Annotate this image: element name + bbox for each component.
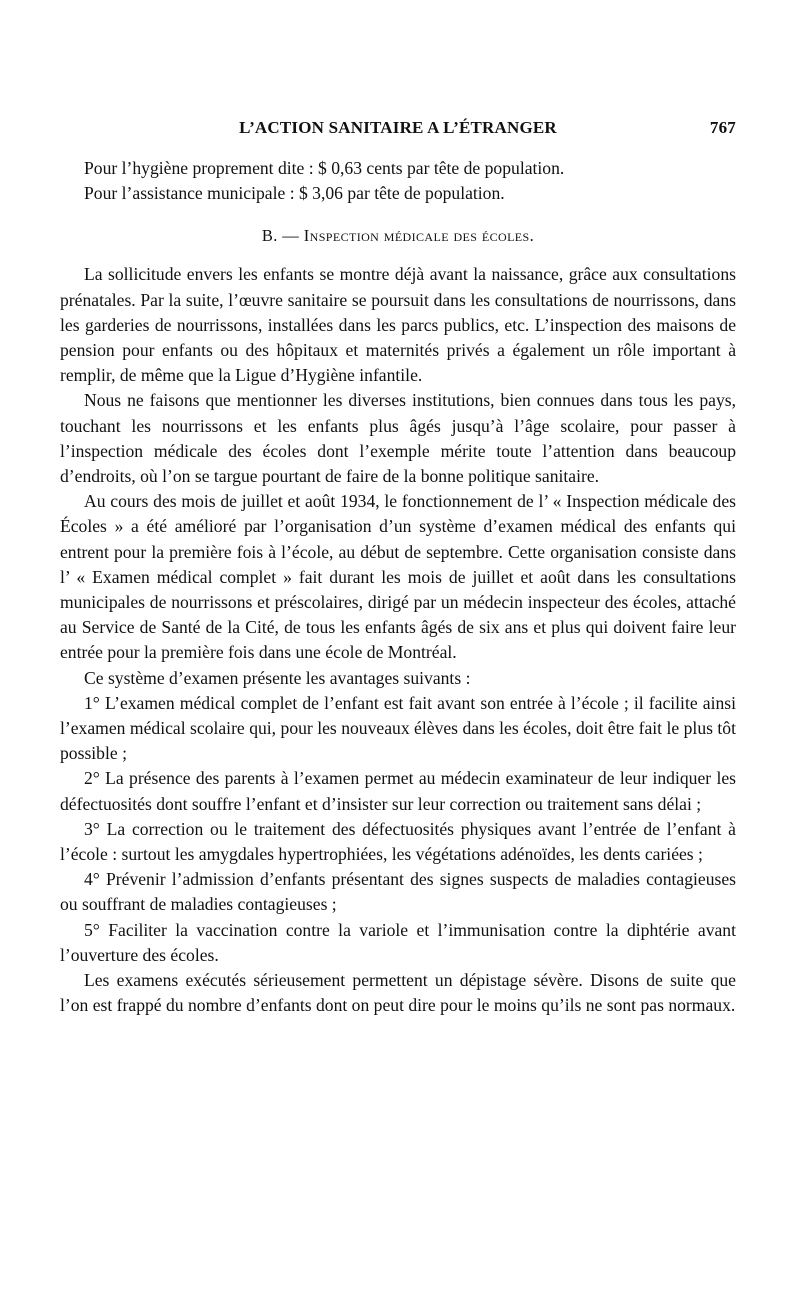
list-item-4: 4° Prévenir l’admission d’enfants présentant des signes suspects de maladies contagieuses ou souffrant de maladies contagieuses ; xyxy=(60,869,736,915)
list-item-2: 2° La présence des parents à l’examen permet au médecin examinateur de leur indiquer les défectuosités dont souffre l’enfant et d’insister sur leur correction ou traitement sans délai ; xyxy=(60,768,736,814)
list-item-5: 5° Faciliter la vaccination contre la variole et l’immunisation contre la diphtérie avant l’ouverture des écoles. xyxy=(60,919,736,965)
paragraph-institutions: Nous ne faisons que mentionner les diverses institutions, bien connues dans tous les pays, touchant les nourrissons et les enfants plus âgés jusqu’à l’âge scolaire, pour passer à l’inspection médicale des écoles dont l’exemple mérite toute l’attention dans beaucoup d’endroits, où l’on se targue pourtant de faire de la bonne politique sanitaire. xyxy=(60,390,736,487)
budget-line-assistance: Pour l’assistance municipale : $ 3,06 par tête de population. xyxy=(84,183,505,204)
section-title: Inspection médicale des écoles. xyxy=(303,226,535,246)
section-letter: B. — xyxy=(261,226,300,246)
budget-line-hygiene: Pour l’hygiène proprement dite : $ 0,63 cents par tête de population. xyxy=(84,158,565,178)
running-head-title: L’ACTION SANITAIRE A L’ÉTRANGER xyxy=(239,118,557,137)
running-head xyxy=(60,118,736,146)
document-page xyxy=(60,118,736,1019)
section-heading xyxy=(60,226,736,246)
paragraph-avantages-intro: Ce système d’examen présente les avantages suivants : xyxy=(84,667,471,688)
budget-lines xyxy=(60,156,736,206)
paragraph-sollicitude: La sollicitude envers les enfants se montre déjà avant la naissance, grâce aux consultations prénatales. Par la suite, l’œuvre sanitaire se poursuit dans les consultations de nourrissons, dans les garderies de nourrissons, installées dans les parcs publics, etc. L’inspection des maisons de pension pour enfants ou des hôpitaux et maternités privés a également un rôle important à remplir, de même que la Ligue d’Hygiène infantile. xyxy=(60,264,736,386)
paragraph-juillet-aout: Au cours des mois de juillet et août 1934, le fonctionnement de l’ « Inspection médicale des Écoles » a été amélioré par l’organisation d’un système d’examen médical des enfants qui entrent pour la première fois à l’école, au début de septembre. Cette organisation consiste dans l’ « Examen médical complet » fait durant les mois de juillet et août dans les consultations municipales de nourrissons et préscolaires, dirigé par un médecin inspecteur des écoles, attaché au Service de Santé de la Cité, de tous les enfants âgés de six ans et plus qui doivent faire leur entrée pour la première fois dans une école de Montréal. xyxy=(60,491,736,663)
paragraph-conclusion: Les examens exécutés sérieusement permettent un dépistage sévère. Disons de suite que l’on est frappé du nombre d’enfants dont on peut dire pour le moins qu’ils ne sont pas normaux. xyxy=(60,970,736,1016)
body-text xyxy=(60,262,736,1018)
page-number: 767 xyxy=(709,118,736,137)
list-item-3: 3° La correction ou le traitement des défectuosités physiques avant l’entrée de l’enfant à l’école : surtout les amygdales hypertrophiées, les végétations adénoïdes, les dents cariées ; xyxy=(60,818,736,865)
list-item-1: 1° L’examen médical complet de l’enfant est fait avant son entrée à l’école ; il facilite ainsi l’examen médical scolaire qui, pour les nouveaux élèves dans les écoles, doit être fait le plus tôt possible ; xyxy=(60,692,736,764)
